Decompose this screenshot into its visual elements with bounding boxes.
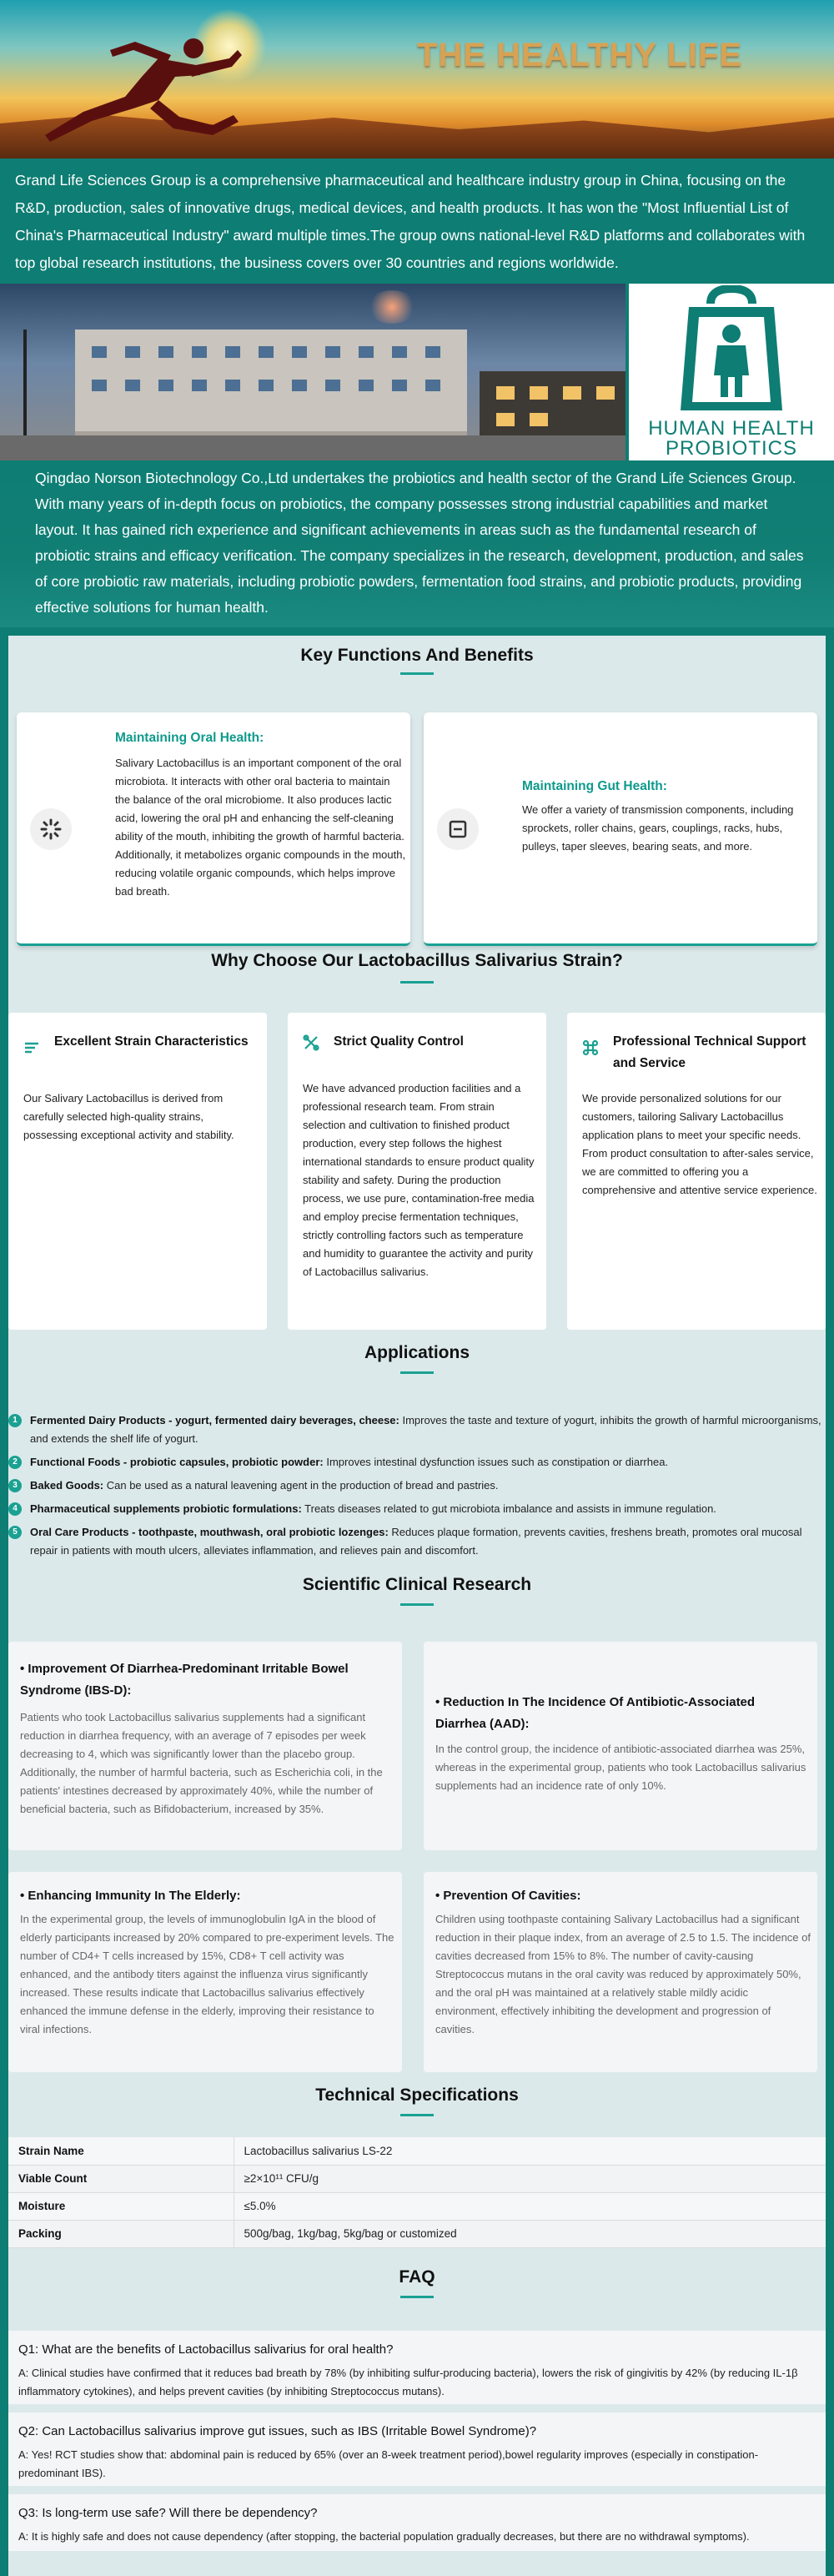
key-card-gut bbox=[424, 712, 817, 946]
group-intro: Grand Life Sciences Group is a comprehensive pharmaceutical and healthcare industry group in China, focusing on the R&D, production, sales of innovative drugs, medical devices, and health products. It has won the "Most Influential List of China's Pharmaceutical Industry" award multiple times.The group owns national-level R&D platforms and collaborates with top global research institutions, the business covers over 30 countries and regions worldwide. bbox=[0, 158, 834, 284]
number-badge: 3 bbox=[8, 1479, 22, 1492]
shopping-bag-person-icon bbox=[677, 285, 786, 415]
minus-box-icon bbox=[437, 808, 479, 850]
application-desc: Can be used as a natural leavening agent in the production of bread and pastries. bbox=[103, 1479, 499, 1492]
brand-logo bbox=[626, 284, 834, 460]
why-card-title: Excellent Strain Characteristics bbox=[54, 1034, 249, 1049]
why-card-title: Strict Quality Control bbox=[334, 1034, 464, 1049]
why-card-text: We provide personalized solutions for our customers, tailoring Salivary Lactobacillus application plans to meet your specific needs. From product consultation to after-sales service, we are committed to offering you a comprehensive and attentive service experience. bbox=[582, 1092, 817, 1196]
hero-banner bbox=[0, 0, 834, 158]
list-item bbox=[8, 1453, 826, 1472]
number-badge: 5 bbox=[8, 1526, 22, 1539]
title-underline bbox=[400, 2114, 434, 2116]
research-card-title: • Improvement Of Diarrhea-Predominant Irritable Bowel Syndrome (IBS-D): bbox=[20, 1662, 349, 1698]
faq-question: Q1: What are the benefits of Lactobacillus salivarius for oral health? bbox=[18, 2342, 394, 2357]
why-card-title: Professional Technical Support and Service bbox=[613, 1034, 806, 1070]
research-title: Scientific Clinical Research bbox=[302, 1575, 532, 1594]
hero-title: THE HEALTHY LIFE bbox=[417, 37, 743, 73]
number-badge: 2 bbox=[8, 1456, 22, 1469]
key-functions-title: Key Functions And Benefits bbox=[300, 646, 534, 665]
research-card-text: Children using toothpaste containing Salivary Lactobacillus had a significant reduction in their plaque index, from an average of 2.5 to 1.5. The incidence of cavities decreased from 15% to 8%. The number of cavity-causing Streptococcus mutans in the oral cavity was reduced by approximately 50%, and the oral pH was maintained at a relatively stable mildly acidic environment, effectively inhibiting the development and progression of cavities. bbox=[435, 1913, 811, 2035]
application-desc: Treats diseases related to gut microbiota imbalance and assists in immune regulation. bbox=[301, 1502, 716, 1515]
application-name: Baked Goods: bbox=[30, 1479, 104, 1492]
factory-strip bbox=[0, 284, 834, 460]
spec-value: ≤5.0% bbox=[234, 2192, 826, 2220]
table-row bbox=[8, 2137, 826, 2165]
street-lamp bbox=[23, 330, 27, 438]
faq-title: FAQ bbox=[399, 2267, 435, 2287]
key-card-oral bbox=[17, 712, 410, 946]
title-underline bbox=[400, 2296, 434, 2298]
spec-key: Strain Name bbox=[8, 2137, 234, 2165]
ground bbox=[0, 435, 626, 460]
key-card-title: Maintaining Oral Health: bbox=[115, 731, 264, 745]
title-underline bbox=[400, 1603, 434, 1606]
why-choose-title: Why Choose Our Lactobacillus Salivarius Strain? bbox=[211, 951, 623, 970]
icon-circle bbox=[30, 808, 72, 850]
spec-value: Lactobacillus salivarius LS-22 bbox=[234, 2137, 826, 2165]
faq-answer: A: Clinical studies have confirmed that it reduces bad breath by 78% (by inhibiting sulfur-producing bacteria), lowers the risk of gingivitis by 42% (by reducing IL-1β inflammatory cytokines), and helps prevent cavities (by inhibiting Streptococcus mutans). bbox=[18, 2367, 798, 2397]
spec-key: Moisture bbox=[8, 2192, 234, 2220]
applications-title: Applications bbox=[364, 1343, 470, 1362]
faq-item bbox=[8, 2494, 826, 2551]
application-name: Pharmaceutical supplements probiotic formulations: bbox=[30, 1502, 302, 1515]
faq-question: Q2: Can Lactobacillus salivarius improve gut issues, such as IBS (Irritable Bowel Syndrome)? bbox=[18, 2424, 537, 2438]
number-badge: 1 bbox=[8, 1414, 22, 1427]
why-card-quality bbox=[288, 1013, 546, 1330]
list-icon bbox=[23, 1039, 40, 1056]
application-desc: Improves intestinal dysfunction issues such as constipation or diarrhea. bbox=[323, 1456, 669, 1468]
spec-key: Packing bbox=[8, 2220, 234, 2247]
application-name: Oral Care Products - toothpaste, mouthwash, oral probiotic lozenges: bbox=[30, 1526, 389, 1538]
research-card-text: In the experimental group, the levels of immunoglobulin IgA in the blood of elderly participants increased by 20% compared to pre-experiment levels. The number of CD4+ T cells increased by 15%, CD8+ T cell activity was enhanced, and the antibody titers against the influenza virus significantly increased. These results indicate that Lactobacillus salivarius effectively enhanced the immune defense in the elderly, improving their resistance to viral infections. bbox=[20, 1913, 394, 2035]
smoke bbox=[367, 290, 417, 324]
title-underline bbox=[400, 672, 434, 675]
application-name: Functional Foods - probiotic capsules, probiotic powder: bbox=[30, 1456, 324, 1468]
spec-value: 500g/bag, 1kg/bag, 5kg/bag or customized bbox=[234, 2220, 826, 2247]
why-card-strain bbox=[8, 1013, 267, 1330]
research-card-elderly bbox=[8, 1872, 402, 2072]
command-icon bbox=[582, 1039, 599, 1056]
why-card-text: Our Salivary Lactobacillus is derived from carefully selected high-quality strains, possessing exceptional activity and stability. bbox=[23, 1092, 234, 1141]
key-card-text: We offer a variety of transmission components, including sprockets, roller chains, gears, couplings, racks, hubs, pulleys, taper sleeves, bearing seats, and more. bbox=[522, 803, 794, 853]
faq-question: Q3: Is long-term use safe? Will there be dependency? bbox=[18, 2506, 318, 2520]
why-card-text: We have advanced production facilities and a professional research team. From strain selection and cultivation to finished product production, every step follows the highest international standards to ensure product quality stability and safety. During the production process, we use pure, contamination-free media and employ precise fermentation techniques, strictly controlling factors such as temperature and humidity to guarantee the activity and purity of Lactobacillus salivarius. bbox=[303, 1082, 535, 1278]
factory-building bbox=[75, 330, 467, 438]
research-card-text: Patients who took Lactobacillus salivarius supplements had a significant reduction in diarrhea frequency, with an average of 7 episodes per week decreasing to 4, which was significantly lower than the placebo group. Additionally, the number of harmful bacteria, such as Escherichia coli, in the patients' intestines decreased by approximately 40%, while the number of beneficial bacteria, such as Bifidobacterium, increased by 35%. bbox=[20, 1711, 383, 1815]
application-name: Fermented Dairy Products - yogurt, fermented dairy beverages, cheese: bbox=[30, 1414, 399, 1426]
title-underline bbox=[400, 981, 434, 984]
list-item bbox=[8, 1411, 826, 1448]
list-item bbox=[8, 1500, 826, 1518]
loading-icon bbox=[30, 808, 72, 850]
research-card-text: In the control group, the incidence of antibiotic-associated diarrhea was 25%, whereas in the experimental group, patients who took Lactobacillus salivarius supplements had an incidence rate of only 10%. bbox=[435, 1743, 806, 1792]
faq-item bbox=[8, 2412, 826, 2486]
application-desc: Improves the taste and texture of yogurt, inhibits the growth of harmful microorganisms, and extends the shelf life of yogurt. bbox=[30, 1414, 821, 1445]
logo-text-line2: PROBIOTICS bbox=[665, 437, 798, 460]
number-badge: 4 bbox=[8, 1502, 22, 1516]
research-card-ibs bbox=[8, 1642, 402, 1850]
research-card-title: • Reduction In The Incidence Of Antibiotic-Associated Diarrhea (AAD): bbox=[435, 1695, 756, 1731]
runner-silhouette-icon bbox=[33, 25, 250, 150]
specs-title: Technical Specifications bbox=[315, 2085, 519, 2105]
title-underline bbox=[400, 1371, 434, 1374]
factory-photo bbox=[0, 284, 626, 460]
table-row bbox=[8, 2192, 826, 2220]
logo-text-line1: HUMAN HEALTH bbox=[648, 417, 815, 440]
company-intro: Qingdao Norson Biotechnology Co.,Ltd undertakes the probiotics and health sector of the Grand Life Sciences Group. With many years of in-depth focus on probiotics, the company possesses strong industrial capabilities and market layout. It has gained rich experience and significant achievements in areas such as the fundamental research of probiotic strains and efficacy verification. The company specializes in the research, development, production, and sales of core probiotic raw materials, including probiotic powders, fermentation food strains, and probiotic products, providing effective solutions for human health. bbox=[0, 460, 834, 627]
faq-answer: A: It is highly safe and does not cause dependency (after stopping, the bacterial population gradually decreases, but there are no withdrawal symptoms). bbox=[18, 2530, 750, 2543]
research-card-cavities bbox=[424, 1872, 817, 2072]
key-card-text: Salivary Lactobacillus is an important component of the oral microbiota. It interacts with other oral bacteria to maintain the balance of the oral microbiome. It also produces lactic acid, lowering the oral pH and enhancing the self-cleaning ability of the mouth, inhibiting the growth of harmful bacteria. Additionally, it metabolizes organic compounds in the mouth, reducing volatile organic compounds, which helps improve bad breath. bbox=[115, 757, 406, 898]
table-row bbox=[8, 2165, 826, 2192]
faq-item bbox=[8, 2331, 826, 2404]
key-card-title: Maintaining Gut Health: bbox=[522, 779, 667, 793]
icon-circle bbox=[437, 808, 479, 850]
spec-key: Viable Count bbox=[8, 2165, 234, 2192]
list-item bbox=[8, 1477, 826, 1495]
research-card-title: • Enhancing Immunity In The Elderly: bbox=[20, 1889, 241, 1903]
why-card-support bbox=[567, 1013, 826, 1330]
spec-value: ≥2×10¹¹ CFU/g bbox=[234, 2165, 826, 2192]
spec-table bbox=[8, 2137, 826, 2248]
research-card-title: • Prevention Of Cavities: bbox=[435, 1889, 581, 1903]
research-card-aad bbox=[424, 1642, 817, 1850]
side-building bbox=[480, 371, 626, 442]
content-section bbox=[8, 636, 826, 2576]
tools-icon bbox=[303, 1034, 319, 1051]
list-item bbox=[8, 1523, 826, 1560]
faq-answer: A: Yes! RCT studies show that: abdominal pain is reduced by 65% (over an 8-week treatment period),bowel regularity improves (especially in constipation-predominant IBS). bbox=[18, 2448, 759, 2479]
table-row bbox=[8, 2220, 826, 2247]
application-desc: Reduces plaque formation, prevents cavities, freshens breath, promotes oral mucosal repair in patients with mouth ulcers, alleviates inflammation, and relieves pain and discomfort. bbox=[30, 1526, 802, 1557]
